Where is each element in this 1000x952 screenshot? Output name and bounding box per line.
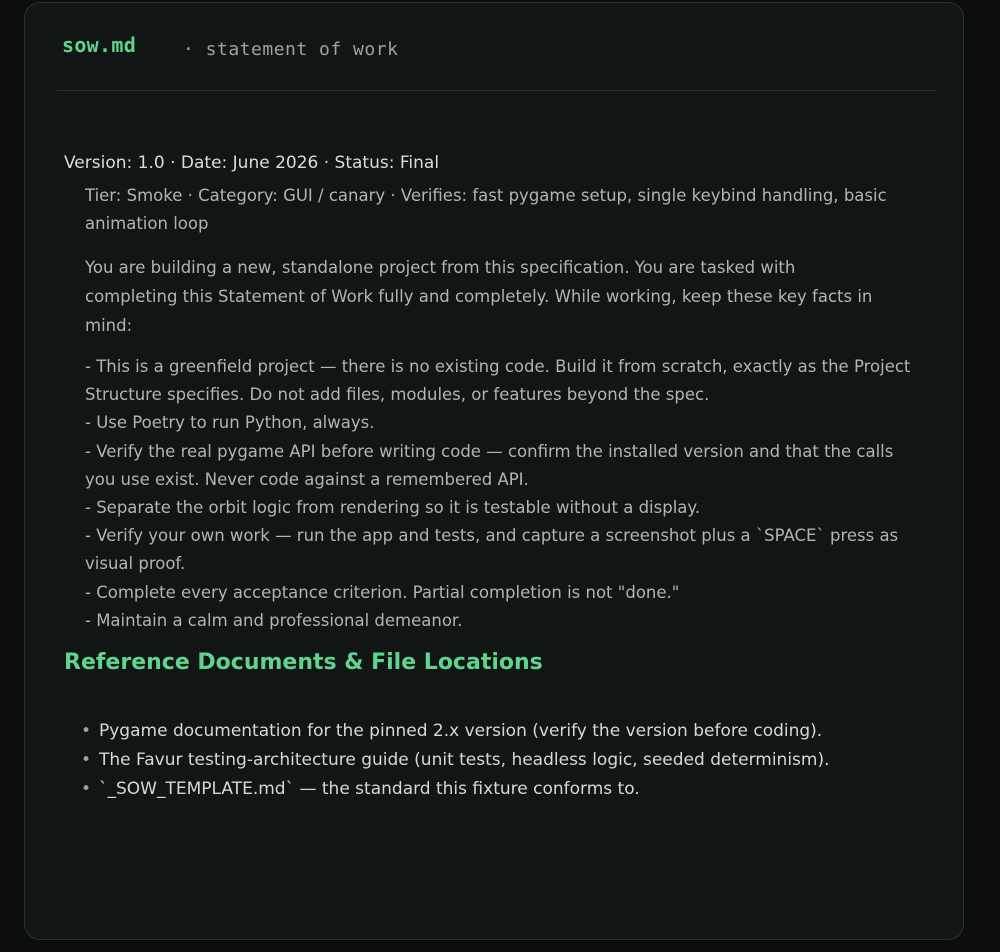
list-item: - Complete every acceptance criterion. Partial completion is not "done.": [85, 582, 680, 602]
header-divider: [57, 90, 937, 91]
list-item: - Verify the real pygame API before writing code — confirm the installed version and that the calls you use exist. Never code against a remembered API.: [85, 441, 894, 489]
document-subtitle: · statement of work: [183, 39, 399, 60]
list-item: [81, 746, 941, 775]
list-item: - Separate the orbit logic from rendering so it is testable without a display.: [85, 498, 701, 518]
list-item: - Verify your own work — run the app and tests, and capture a screenshot plus a `SPACE` press as visual proof.: [85, 526, 899, 574]
bullet-icon: •: [81, 721, 92, 741]
document-panel: [24, 2, 964, 940]
bullet-icon: •: [81, 779, 92, 799]
section-heading-references: Reference Documents & File Locations: [64, 650, 543, 675]
list-item: [81, 775, 941, 804]
reference-text: `_SOW_TEMPLATE.md` — the standard this fixture conforms to.: [99, 779, 640, 799]
reference-text: Pygame documentation for the pinned 2.x version (verify the version before coding).: [99, 721, 823, 741]
reference-text: The Favur testing-architecture guide (unit tests, headless logic, seeded determinism).: [99, 750, 830, 770]
list-item: [81, 717, 941, 746]
version-line: Version: 1.0 · Date: June 2026 · Status: Final: [64, 153, 440, 173]
list-item: - This is a greenfield project — there is no existing code. Build it from scratch, exactly as the Project Structure specifies. Do not add files, modules, or features beyond the spec.: [85, 357, 911, 405]
list-item: - Use Poetry to run Python, always.: [85, 413, 375, 433]
list-item: - Maintain a calm and professional demeanor.: [85, 610, 463, 630]
bullet-icon: •: [81, 750, 92, 770]
key-facts-list: [85, 353, 915, 635]
tier-line: Tier: Smoke · Category: GUI / canary · Verifies: fast pygame setup, single keybind handling, basic animation loop: [85, 186, 887, 233]
file-name: sow.md: [62, 33, 137, 57]
document-header: [25, 3, 963, 91]
intro-paragraph: You are building a new, standalone project from this specification. You are tasked with completing this Statement of Work fully and completely. While working, keep these key facts in mind:: [85, 258, 873, 335]
reference-list: [81, 717, 941, 804]
